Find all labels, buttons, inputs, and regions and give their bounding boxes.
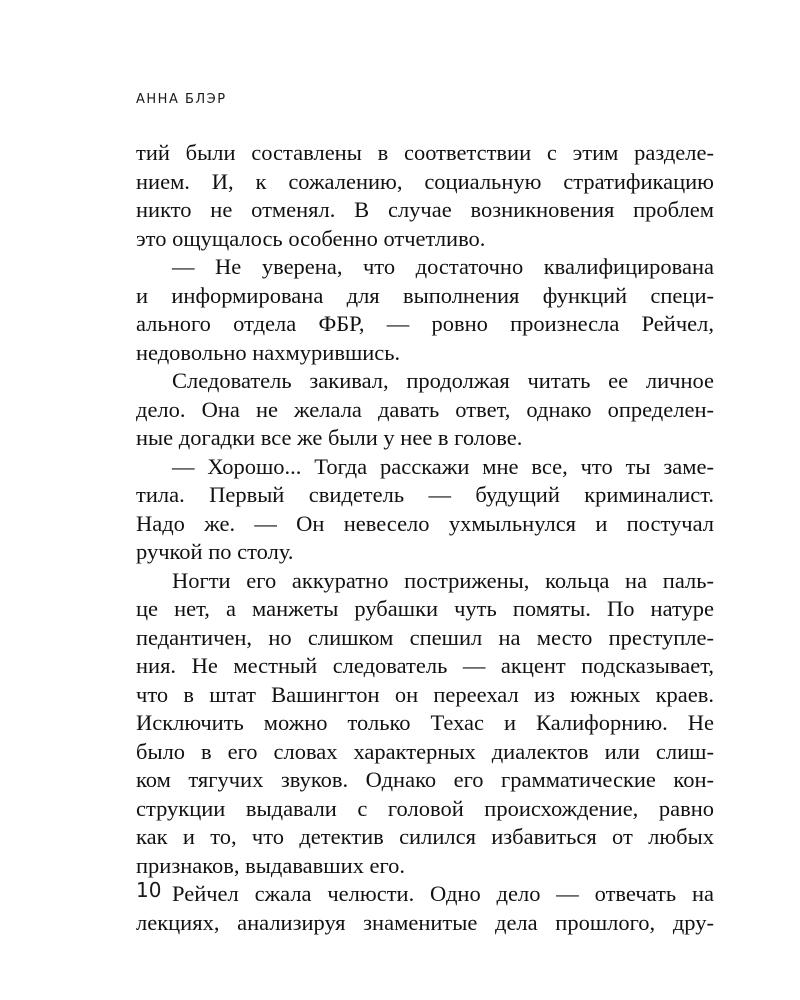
text-line: тила. Первый свидетель — будущий криминалист. [136,482,714,507]
text-line: лекциях, анализируя знаменитые дела прошлого, дру- [136,909,714,935]
running-head: АННА БЛЭР [136,92,227,107]
text-line: Исключить можно только Техас и Калифорнию. Не [136,710,714,735]
text-line: нием. И, к сожалению, социальную стратификацию [136,168,714,194]
text-line: ные догадки все же были у нее в голове. [136,425,523,450]
text-line: это ощущалось особенно отчетливо. [136,225,486,251]
text-line: Ногти его аккуратно пострижены, кольца на паль- [172,567,714,593]
text-line: ния. Не местный следователь — акцент подсказывает, [136,653,714,678]
text-line: Надо же. — Он невесело ухмыльнулся и постучал [136,510,714,536]
text-line: что в штат Вашингтон он переехал из южных краев. [136,681,714,707]
body-text [136,139,714,937]
text-line: струкции выдавали с головой происхождение, равно [136,795,714,821]
text-line: ручкой по столу. [136,539,294,564]
text-line: Следователь закивал, продолжая читать ее личное [172,368,714,393]
text-line: ального отдела ФБР, — ровно произнесла Рейчел, [136,311,714,336]
text-line: дело. Она не желала давать ответ, однако определен- [136,396,714,422]
text-line: как и то, что детектив силился избавиться от любых [136,824,714,849]
text-line: недовольно нахмурившись. [136,339,401,365]
text-line: — Не уверена, что достаточно квалифицирована [172,254,714,279]
text-line: це нет, а манжеты рубашки чуть помяты. По натуре [136,596,714,621]
text-line: и информирована для выполнения функций специ- [136,282,714,308]
text-line: Рейчел сжала челюсти. Одно дело — отвечать на [172,881,714,906]
text-line: никто не отменял. В случае возникновения проблем [136,197,714,222]
text-line: было в его словах характерных диалектов или слиш- [136,738,714,764]
text-line: — Хорошо... Тогда расскажи мне все, что ты заме- [172,453,714,479]
text-line: тий были составлены в соответствии с этим разделе- [136,140,714,165]
text-line: ком тягучих звуков. Однако его грамматические кон- [136,767,714,792]
text-line: педантичен, но слишком спешил на место преступле- [136,624,714,650]
page-number: 10 [136,878,162,902]
text-line: признаков, выдававших его. [136,852,406,878]
